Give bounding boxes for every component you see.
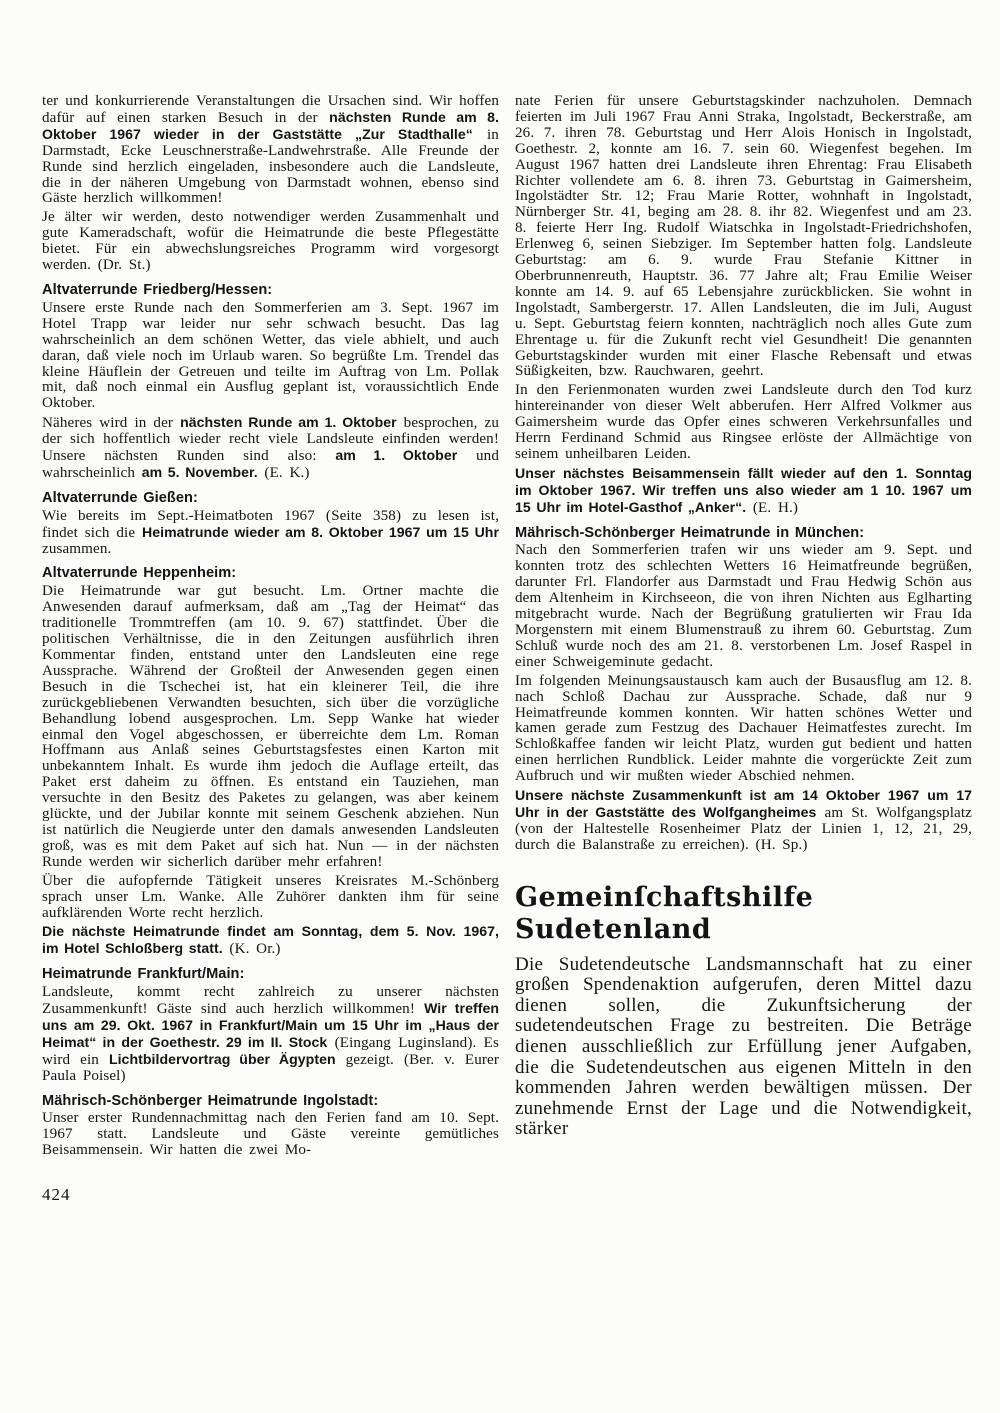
bold-text-run: Die nächste Heimatrunde findet am Sonntag, dem 5. Nov. 1967, im Hotel Schloßberg statt. [42,923,499,957]
paragraph [515,543,972,670]
bold-text-run: nächsten Runde am 1. Oktober [180,414,397,431]
bold-text-run: nächsten Runde am 8. Oktober 1967 wieder in der Gaststätte „Zur Stadthalle“ [42,108,500,142]
paragraph [42,415,499,482]
bold-text-run: Heimatrunde wieder am 8. Oktober 1967 um 15 Uhr [142,523,499,540]
text-run: Unsere erste Runde nach den Sommerferien am 3. Sept. 1967 im Hotel Trapp war leider nur sehr schwach besucht. Das lag wahrscheinlich an dem schönen Wetter, das viele abhielt, und auch daran, daß viele noch im Urlaub waren. So begrüßte Lm. Trendel das kleine Häuflein der Getreuen und teilte im Auftrag von Lm. Pollak mit, daß noch einmal ein Ausflug geplant ist, voraussichtlich Ende Oktober. [42,299,499,412]
right-column-blocks [515,94,972,1140]
text-run: Die Heimatrunde war gut besucht. Lm. Ortner machte die Anwesenden darauf aufmerksam, daß am „Tag der Heimat“ das traditionelle Trommtreffen (am 10. 9. 67) stattfindet. Über die politischen Verhältnisse, die in den Zeitungen ausführlich ihren Kommentar finden, entstand unter den Landsleuten eine rege Aussprache. Während der Großteil der Anwesenden gegen einen Besuch in die Tschechei ist, hat ein kleinerer Teil, die ihre zurückgebliebenen Verwandten besuchten, sich über die vorzügliche Behandlung lobend ausgesprochen. Lm. Sepp Wanke hat wieder einmal den Vogel abgeschossen, er überreichte dem Lm. Roman Hoffmann aus Anlaß seines Geburtstagsfestes einen Karton mit unbekanntem Inhalt. Es wurde ihm jedoch die Auflage erteilt, das Paket erst daheim zu öffnen. Es entstand ein Tauziehen, man versuchte in den Besitz des Paketes zu gelangen, was aber keinem glückte, und der Jubilar konnte mit seinem Geschenk abziehen. Nun ist natürlich die Neugierde unter den damals anwesenden Landsleuten groß, was es mit dem Paket auf sich hat. Nun — in der nächsten Runde werden wir sicherlich darüber mehr erfahren! [42,583,499,870]
bold-text-run: am 1. Oktober [335,447,458,464]
paragraph [515,383,972,463]
text-run: (K. Or.) [222,941,281,958]
page-number: 424 [42,1185,71,1205]
text-run: Die Sudetendeutsche Landsmannschaft hat zu einer großen Spendenaktion aufgerufen, deren Mittel dazu dienen sollen, die Zukunftsicherung der sudetendeutschen Frage zu bestreiten. Die Beträge dienen ausschließlich zur Erfüllung jener Aufgaben, die die Sudetendeutschen aus eigenen Mitteln in den kommenden Jahren werden bewältigen müssen. Der zunehmende Ernst der Lage und die Notwendigkeit, stärker [515,953,972,1140]
paragraph [515,466,972,517]
text-run: Näheres wird in der [42,415,181,432]
bold-text-run: Unsere nächste Zusammenkunft ist am 14 Oktober 1967 um 17 Uhr in der Gaststätte des Wolfgangheimes [515,787,972,820]
text-run: In den Ferienmonaten wurden zwei Landsleute durch den Tod kurz hintereinander von dieser Welt abberufen. Herr Alfred Volkmer aus Gaimersheim wurde das Opfer eines schweren Verkehrsunfalles und Herrn Ferdinand Schmid aus Ringsee erlöste der Allmächtige von seinem unheilbaren Leiden. [515,382,972,462]
text-run: zusammen. [42,540,112,557]
text-run: Je älter wir werden, desto notwendiger werden Zusammenhalt und gute Kameradschaft, wofür die Heimatrunde die beste Pflegestätte bietet. Für ein abwechslungsreiches Programm wird vorgesorgt werden. (Dr. St.) [42,209,499,274]
paragraph [42,210,499,274]
left-column-blocks [42,94,499,1159]
text-run: (Eingang Luginsland). Es wird ein [42,1034,499,1068]
paragraph [42,1111,499,1159]
bold-text-run: Unser nächstes Beisammensein fällt wieder auf den 1. Sonntag im Oktober 1967. Wir treffen uns also wieder am 1 10. 1967 um 15 Uhr im Hotel-Gasthof „Anker“. [515,464,972,515]
text-run: ter und konkurrierende Veranstaltungen die Ursachen sind. Wir hoffen dafür auf einen starken Besuch in der [42,93,499,126]
text-run: und wahrscheinlich [42,448,500,481]
bold-text-run: Altvaterrunde Friedberg/Hessen: [42,281,273,298]
section-heading [42,1094,499,1110]
section-heading [42,967,499,983]
text-run: Nach den Sommerferien trafen wir uns wieder am 9. Sept. und konnten trotz des schlechten Wetters 16 Heimatfreunde begrüßen, darunter Frl. Flandorfer aus Darmstadt und Frau Hedwig Schön aus dem Altenheim in Kirchseeon, die von ihren Nichten aus Eglharting mitgebracht wurde. Nach der Begrüßung gratulierten wir Frau Ida Morgenstern mit einem Blumenstrauß zu ihrem 60. Geburtstag. Zum Schluß wurde noch des am 21. 8. verstorbenen Lm. Josef Raspel in einer Schweigeminute gedacht. [515,542,972,670]
section-heading [42,566,499,582]
text-run: besprochen, zu der sich hoffentlich wieder recht viele Landsleute einfinden werden! Unsere nächsten Runden sind also: [42,415,499,465]
text-run: (E. K.) [257,464,310,481]
text-run: (E. H.) [746,499,799,516]
bold-text-run: am 5. November. [141,463,258,480]
bold-text-run: Mährisch-Schönberger Heimatrunde in München: [515,524,865,541]
text-run: in Darmstadt, Ecke Leuschnerstraße-Landwehrstraße. Alle Freunde der Runde sind herzlich eingeladen, insbesondere auch die Landsleute, die in der näheren Umgebung von Darmstadt wohnen, ebenso sind Gäste herzlich willkommen! [42,126,499,207]
paragraph [42,985,499,1084]
bold-text-run: Lichtbildervortrag über Ägypten [108,1050,336,1067]
section-heading [42,283,499,299]
paragraph [515,674,972,785]
paragraph [42,584,499,870]
paragraph [42,94,499,207]
paragraph [42,509,499,558]
bold-text-run: Heimatrunde Frankfurt/Main: [42,966,245,983]
text-run: Unser erster Rundennachmittag nach den Ferien fand am 10. Sept. 1967 statt. Landsleute und Gäste vereinte gemütliches Beisammensein. Wir hatten die zwei Mo- [42,1110,499,1159]
text-run: Wie bereits im Sept.-Heimatboten 1967 (Seite 358) zu lesen ist, findet sich die [42,507,499,541]
paragraph [515,94,972,380]
paragraph [42,924,499,958]
bold-text-run: Wir treffen uns am 29. Okt. 1967 in Frankfurt/Main um 15 Uhr im „Haus der Heimat“ in der Goethestr. 29 im II. Stock [42,1000,499,1050]
text-run: Im folgenden Meinungsaustausch kam auch der Busausflug am 12. 8. nach Schloß Dachau zur Aussprache. Schade, daß nur 9 Heimatfreunde kommen konnten. Wir hatten schönes Wetter und kamen gerade zum Festzug des Dachauer Heimatfestes zurecht. Im Schloßkaffee fanden wir leicht Platz, wurden gut bedient und hatten einen herrlichen Rundblick. Leider mahnte die vorgerückte Zeit zum Aufbruch und wir mußten wieder Abschied nehmen. [515,672,972,785]
bold-text-run: Altvaterrunde Gießen: [42,489,198,506]
section-heading [515,526,972,542]
paragraph [42,301,499,412]
left-column [42,94,499,1205]
text-run: Landsleute, kommt recht zahlreich zu unserer nächsten Zusammenkunft! Gäste sind auch herzlich willkommen! [42,984,499,1018]
text-run: Über die aufopfernde Tätigkeit unseres Kreisrates M.-Schönberg sprach unser Lm. Wanke. Alle Zuhörer dankten ihm für seine aufklärenden Worte recht herzlich. [42,872,499,921]
bold-text-run: Mährisch-Schönberger Heimatrunde Ingolstadt: [42,1092,379,1109]
display-paragraph [515,955,972,1140]
bold-text-run: Altvaterrunde Heppenheim: [42,565,237,582]
display-heading [515,882,972,946]
section-heading [42,491,499,507]
text-run: gezeigt. (Ber. v. Eurer Paula Poisel) [42,1051,499,1084]
text-columns [42,94,972,1205]
paragraph [515,788,972,854]
paragraph [42,874,499,922]
bold-text-run: Gemeinſchaftshilfe Sudetenland [515,881,814,945]
text-run: nate Ferien für unsere Geburtstagskinder nachzuholen. Demnach feierten im Juli 1967 Frau Anni Straka, Ingolstadt, Beckerstraße, am 26. 7. ihren 78. Geburtstag und Herr Alois Honisch in Ingolstadt, Goethestr. 2, konnte am 16. 7. sein 60. Wiegenfest begehen. Im August 1967 hatten drei Landsleute ihren Ehrentag: Frau Elisabeth Richter vollendete am 6. 8. ihren 73. Geburtstag in Gaimersheim, Ingolstädter Str. 12; Frau Marie Rotter, wohnhaft in Ingolstadt, Nürnberger Str. 41, beging am 28. 8. ihr 82. Wiegenfest und am 23. 8. feierte Herr Ing. Rudolf Wiatschka in Ingolstadt-Friedrichshofen, Erlenweg 6, seinen Siebziger. Im September hatten folg. Landsleute Geburtstag: am 6. 9. wurde Frau Stefanie Kittner in Oberbrunnenreuth, Hauptstr. 36. 77 Jahre alt; Frau Emilie Weiser konnte am 14. 9. auf 65 Lebensjahre zurückblicken. Sie wohnt in Ingolstadt, Sambergerstr. 17. Allen Landsleuten, die im Juli, August u. Sept. Geburtstag feiern konnten, nachträglich noch alles Gute zum Ehrentage u. für die Zukunft recht viel Gesundheit! Die genannten Geburtstagskinder wurden mit einer Flasche Rebensaft und etwas Süßigkeiten, bzw. Rauchwaren, geehrt. [515,93,972,380]
right-column [515,94,972,1205]
text-run: am St. Wolfgangsplatz (von der Haltestelle Rosenheimer Platz der Linien 1, 12, 21, 29, durch die Balanstraße zu erreichen). (H. Sp.) [515,804,972,853]
